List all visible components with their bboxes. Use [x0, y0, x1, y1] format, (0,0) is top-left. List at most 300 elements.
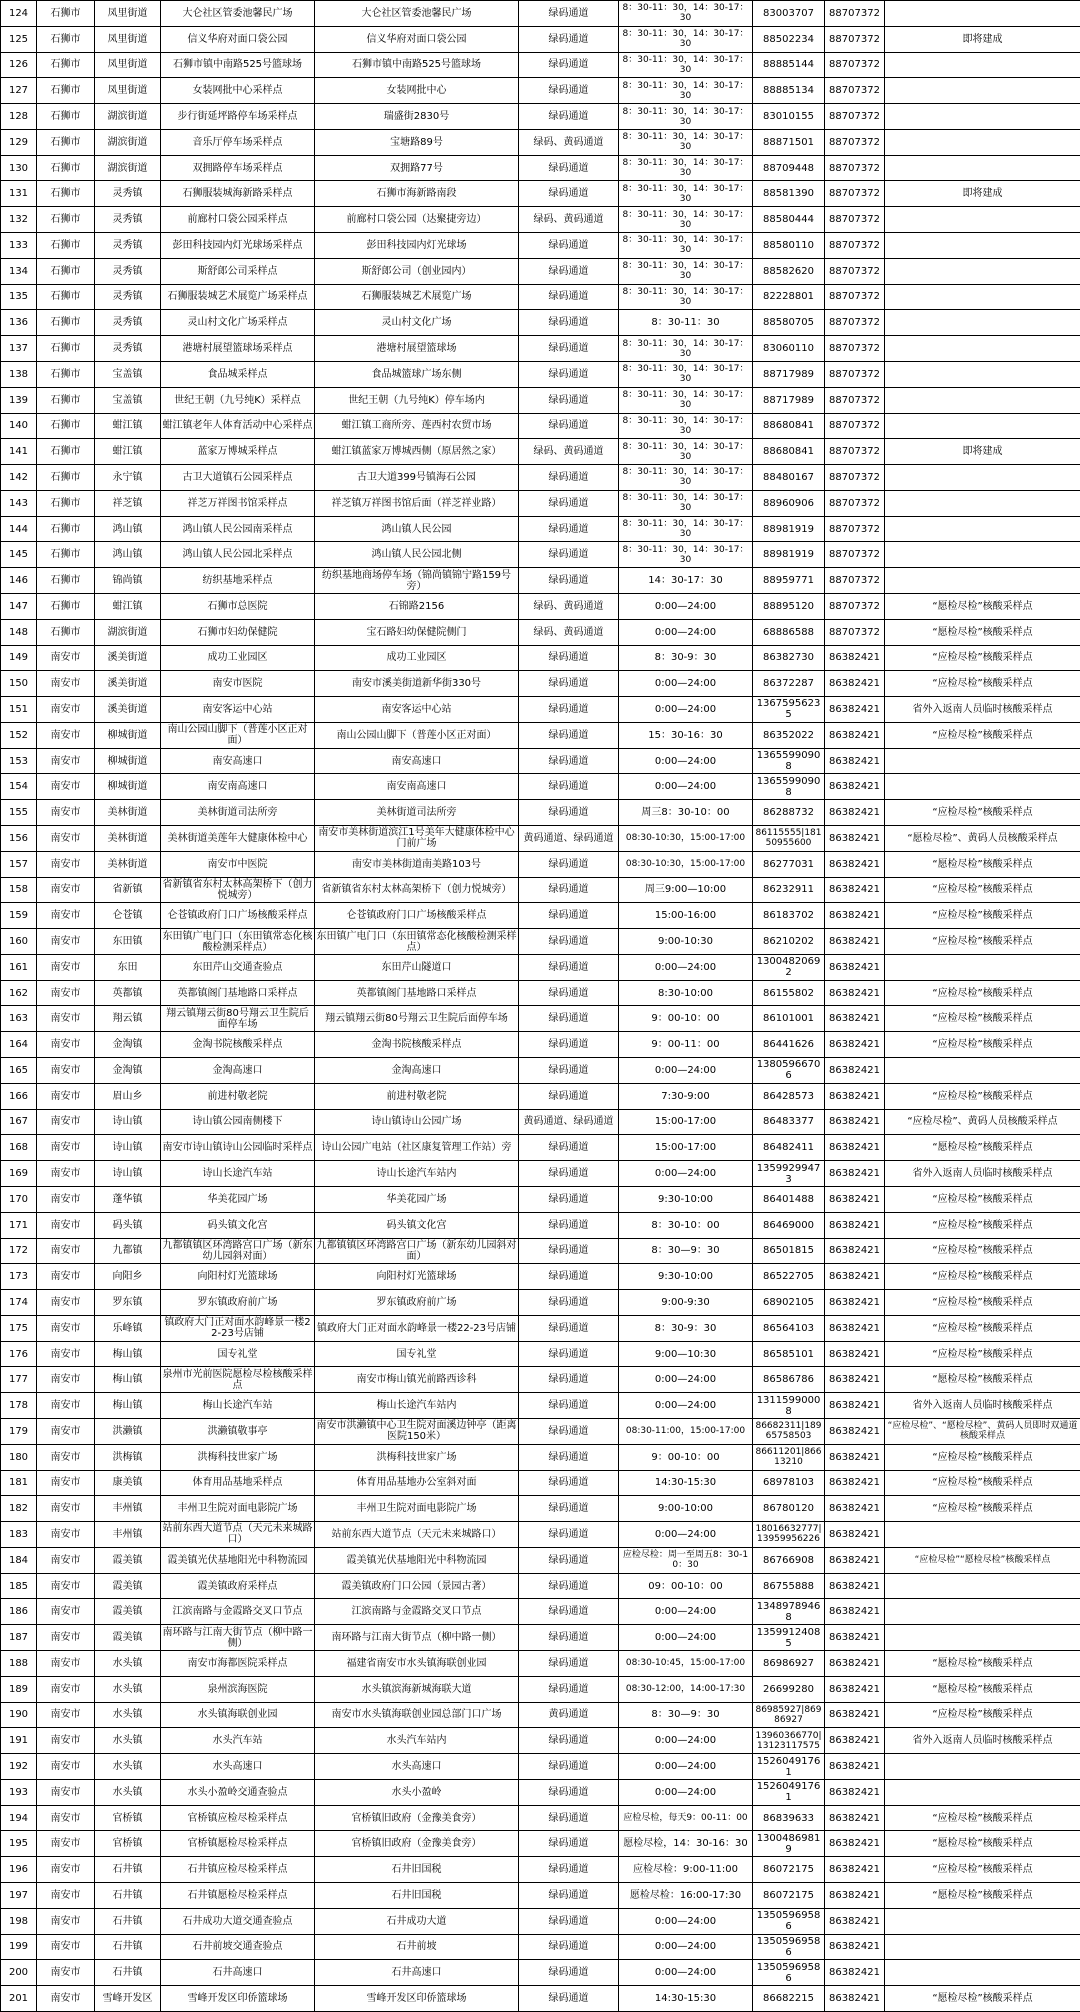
address-cell: 体育用品基地办公室斜对面 — [315, 1470, 519, 1496]
row-index-cell: 164 — [1, 1032, 37, 1058]
hours-cell: 08:30-11:00，15:00-17:00 — [619, 1418, 753, 1444]
note-cell: “愿检尽检”核酸采样点 — [885, 1831, 1080, 1857]
address-cell: 站前东西大道节点（天元未来城路口） — [315, 1522, 519, 1548]
table-row — [1, 1032, 1080, 1058]
hours-cell: 0:00—24:00 — [619, 1728, 753, 1754]
city-cell: 南安市 — [37, 1960, 95, 1986]
site-name-cell: 国专礼堂 — [161, 1341, 315, 1367]
contact-phone-cell: 13004820692 — [753, 954, 825, 980]
site-name-cell: 南安客运中心站 — [161, 697, 315, 723]
hours-cell: 0:00—24:00 — [619, 1161, 753, 1187]
supervision-phone-cell: 88707372 — [825, 1, 885, 27]
site-name-cell: 纺织基地采样点 — [161, 568, 315, 594]
table-row — [1, 490, 1080, 516]
hours-cell: 应检尽检：9:00-11:00 — [619, 1857, 753, 1883]
table-row — [1, 129, 1080, 155]
city-cell: 南安市 — [37, 774, 95, 800]
address-cell: 石井成功大道 — [315, 1908, 519, 1934]
hours-cell: 0:00—24:00 — [619, 1934, 753, 1960]
table-row — [1, 1779, 1080, 1805]
contact-phone-cell: 13489789468 — [753, 1599, 825, 1625]
supervision-phone-cell: 88707372 — [825, 465, 885, 491]
hours-cell: 14:30-15:30 — [619, 1470, 753, 1496]
contact-phone-cell: 88680841 — [753, 439, 825, 465]
city-cell: 南安市 — [37, 722, 95, 748]
lane-type-cell: 绿码通道 — [519, 542, 619, 568]
hours-cell: 0:00—24:00 — [619, 697, 753, 723]
site-name-cell: 美林街道司法所旁 — [161, 800, 315, 826]
contact-phone-cell: 86072175 — [753, 1883, 825, 1909]
supervision-phone-cell: 86382421 — [825, 1986, 885, 2012]
table-row — [1, 413, 1080, 439]
district-cell: 湖滨街道 — [95, 155, 161, 181]
hours-cell: 8：30-11：30，14：30-17：30 — [619, 207, 753, 233]
table-row — [1, 516, 1080, 542]
city-cell: 南安市 — [37, 800, 95, 826]
row-index-cell: 201 — [1, 1986, 37, 2012]
table-row — [1, 954, 1080, 980]
lane-type-cell: 黄码通道、绿码通道 — [519, 826, 619, 852]
district-cell: 柳城街道 — [95, 722, 161, 748]
city-cell: 南安市 — [37, 1367, 95, 1393]
supervision-phone-cell: 86382421 — [825, 1135, 885, 1161]
supervision-phone-cell: 86382421 — [825, 1573, 885, 1599]
address-cell: 世纪王朝（九号纯K）停车场内 — [315, 387, 519, 413]
contact-phone-cell: 13675956235 — [753, 697, 825, 723]
site-name-cell: 东田镇广电门口（东田镇常态化核酸检测采样点） — [162, 930, 313, 953]
note-cell: 省外入返南人员临时核酸采样点 — [885, 697, 1080, 723]
note-cell — [885, 542, 1080, 568]
supervision-phone-cell: 86382421 — [825, 954, 885, 980]
district-cell: 金淘镇 — [95, 1058, 161, 1084]
hours-cell: 愿检尽检：16:00-17:30 — [619, 1883, 753, 1909]
supervision-phone-cell: 86382421 — [825, 1444, 885, 1470]
city-cell: 南安市 — [37, 671, 95, 697]
site-name-cell: 鸿山镇人民公园北采样点 — [161, 542, 315, 568]
note-cell — [885, 207, 1080, 233]
contact-phone-cell: 88885144 — [753, 52, 825, 78]
table-row — [1, 1960, 1080, 1986]
table-row — [1, 980, 1080, 1006]
site-name-cell: 双拥路停车场采样点 — [161, 155, 315, 181]
city-cell: 南安市 — [37, 1496, 95, 1522]
district-cell: 乐峰镇 — [95, 1315, 161, 1341]
district-cell: 金淘镇 — [95, 1032, 161, 1058]
row-index-cell: 139 — [1, 387, 37, 413]
hours-cell: 8：30-11：30，14：30-17：30 — [619, 155, 753, 181]
note-cell — [885, 516, 1080, 542]
address-cell: 石狮服装城艺术展览广场 — [315, 284, 519, 310]
note-cell — [885, 1779, 1080, 1805]
lane-type-cell: 绿码通道 — [519, 104, 619, 130]
hours-cell: 8：30-11：30，14：30-17：30 — [619, 439, 753, 465]
address-cell: 南安客运中心站 — [315, 697, 519, 723]
hours-cell: 9:00-9:30 — [619, 1290, 753, 1316]
note-cell: “应检尽检”核酸采样点 — [885, 1857, 1080, 1883]
supervision-phone-cell: 86382421 — [825, 1161, 885, 1187]
city-cell: 南安市 — [37, 1238, 95, 1264]
note-cell: “愿检尽检”核酸采样点 — [885, 1986, 1080, 2012]
district-cell: 湖滨街道 — [95, 104, 161, 130]
contact-phone-cell: 86766908 — [753, 1547, 825, 1573]
note-cell: “应检尽检”核酸采样点 — [885, 1805, 1080, 1831]
table-row — [1, 722, 1080, 748]
supervision-phone-cell: 88707372 — [825, 129, 885, 155]
lane-type-cell: 绿码通道 — [519, 284, 619, 310]
contact-phone-cell: 86210202 — [753, 929, 825, 955]
hours-cell: 0:00—24:00 — [619, 1599, 753, 1625]
address-cell: 石井旧国税 — [315, 1883, 519, 1909]
lane-type-cell: 绿码通道 — [519, 877, 619, 903]
row-index-cell: 128 — [1, 104, 37, 130]
row-index-cell: 167 — [1, 1109, 37, 1135]
contact-phone-cell: 86780120 — [753, 1496, 825, 1522]
district-cell: 灵秀镇 — [95, 336, 161, 362]
table-row — [1, 207, 1080, 233]
district-cell: 雪峰开发区 — [95, 1986, 161, 2012]
site-name-cell: 罗东镇政府前广场 — [161, 1290, 315, 1316]
city-cell: 石狮市 — [37, 129, 95, 155]
site-name-cell: 石井镇愿检尽检采样点 — [161, 1883, 315, 1909]
table-row — [1, 1908, 1080, 1934]
city-cell: 南安市 — [37, 1161, 95, 1187]
row-index-cell: 166 — [1, 1083, 37, 1109]
lane-type-cell: 绿码通道 — [519, 1, 619, 27]
table-row — [1, 78, 1080, 104]
hours-cell: 0:00—24:00 — [619, 954, 753, 980]
table-row — [1, 1676, 1080, 1702]
row-index-cell: 182 — [1, 1496, 37, 1522]
city-cell: 石狮市 — [37, 516, 95, 542]
site-name-cell: 南安南高速口 — [161, 774, 315, 800]
lane-type-cell: 绿码通道 — [519, 1083, 619, 1109]
city-cell: 南安市 — [37, 1728, 95, 1754]
city-cell: 南安市 — [37, 1006, 95, 1032]
address-cell: 港塘村展望篮球场 — [315, 336, 519, 362]
supervision-phone-cell: 88707372 — [825, 104, 885, 130]
site-name-cell: 向阳村灯光篮球场 — [161, 1264, 315, 1290]
lane-type-cell: 绿码通道 — [519, 980, 619, 1006]
district-cell: 水头镇 — [95, 1728, 161, 1754]
supervision-phone-cell: 86382421 — [825, 1367, 885, 1393]
table-row — [1, 619, 1080, 645]
district-cell: 霞美镇 — [95, 1573, 161, 1599]
supervision-phone-cell: 88707372 — [825, 258, 885, 284]
lane-type-cell: 绿码通道 — [519, 1418, 619, 1444]
hours-cell: 8：30-11：30 — [619, 310, 753, 336]
lane-type-cell: 绿码通道 — [519, 1315, 619, 1341]
city-cell: 南安市 — [37, 1779, 95, 1805]
district-cell: 凤里街道 — [95, 78, 161, 104]
table-row — [1, 1754, 1080, 1780]
table-row — [1, 1290, 1080, 1316]
site-name-cell: 南安高速口 — [161, 748, 315, 774]
row-index-cell: 165 — [1, 1058, 37, 1084]
site-name-cell: 成功工业园区 — [161, 645, 315, 671]
city-cell: 南安市 — [37, 1599, 95, 1625]
row-index-cell: 199 — [1, 1934, 37, 1960]
address-cell: 诗山镇诗山公园广场 — [315, 1109, 519, 1135]
lane-type-cell: 绿码通道 — [519, 465, 619, 491]
contact-phone-cell: 86755888 — [753, 1573, 825, 1599]
hours-cell: 9：00-10：00 — [619, 1006, 753, 1032]
table-row — [1, 1083, 1080, 1109]
hours-cell: 8：30-11：30，14：30-17：30 — [619, 26, 753, 52]
contact-phone-cell: 88717989 — [753, 361, 825, 387]
lane-type-cell: 绿码通道 — [519, 1728, 619, 1754]
table-row — [1, 1135, 1080, 1161]
district-cell: 灵秀镇 — [95, 310, 161, 336]
note-cell: “愿检尽检”核酸采样点 — [885, 593, 1080, 619]
supervision-phone-cell: 88707372 — [825, 78, 885, 104]
lane-type-cell: 绿码、黄码通道 — [519, 593, 619, 619]
city-cell: 石狮市 — [37, 284, 95, 310]
site-name-cell: 石狮市镇中南路525号篮球场 — [161, 52, 315, 78]
city-cell: 南安市 — [37, 1908, 95, 1934]
row-index-cell: 183 — [1, 1522, 37, 1548]
address-cell: 鸿山镇人民公园 — [315, 516, 519, 542]
note-cell: “应检尽检”核酸采样点 — [885, 645, 1080, 671]
city-cell: 石狮市 — [37, 310, 95, 336]
supervision-phone-cell: 86382421 — [825, 1083, 885, 1109]
site-name-cell: 霞美镇政府采样点 — [161, 1573, 315, 1599]
note-cell: “应检尽检”核酸采样点 — [885, 1290, 1080, 1316]
site-name-cell: 泉州滨海医院 — [161, 1676, 315, 1702]
city-cell: 南安市 — [37, 1290, 95, 1316]
row-index-cell: 141 — [1, 439, 37, 465]
city-cell: 南安市 — [37, 1573, 95, 1599]
address-cell: 霞美镇光伏基地阳光中科物流园 — [315, 1547, 519, 1573]
contact-phone-cell: 86288732 — [753, 800, 825, 826]
supervision-phone-cell: 86382421 — [825, 1754, 885, 1780]
site-name-cell: 泉州市光前医院愿检尽检核酸采样点 — [162, 1368, 313, 1391]
note-cell: “应检尽检”核酸采样点 — [885, 671, 1080, 697]
site-name-cell: 彭田科技园内灯光球场采样点 — [161, 233, 315, 259]
district-cell: 眉山乡 — [95, 1083, 161, 1109]
note-cell: “应检尽检”核酸采样点 — [885, 903, 1080, 929]
note-cell — [885, 336, 1080, 362]
contact-phone-cell: 88580705 — [753, 310, 825, 336]
hours-cell: 8：30-11：30，14：30-17：30 — [619, 233, 753, 259]
site-name-cell: 南环路与江南大街节点（柳中路一侧） — [162, 1626, 313, 1649]
contact-phone-cell: 86611201|86613210 — [753, 1444, 825, 1470]
address-cell: 南环路与江南大街节点（柳中路一侧） — [315, 1625, 519, 1651]
site-name-cell: 官桥镇应检尽检采样点 — [161, 1805, 315, 1831]
contact-phone-cell: 13599124085 — [753, 1625, 825, 1651]
lane-type-cell: 绿码通道 — [519, 258, 619, 284]
contact-phone-cell: 86986927 — [753, 1651, 825, 1677]
contact-phone-cell: 86115555|18150955600 — [753, 826, 825, 852]
row-index-cell: 189 — [1, 1676, 37, 1702]
note-cell: “应检尽检”、黄码人员核酸采样点 — [885, 1109, 1080, 1135]
supervision-phone-cell: 86382421 — [825, 1315, 885, 1341]
contact-phone-cell: 86372287 — [753, 671, 825, 697]
site-name-cell: 石井镇应检尽检采样点 — [161, 1857, 315, 1883]
district-cell: 锦尚镇 — [95, 568, 161, 594]
row-index-cell: 130 — [1, 155, 37, 181]
table-row — [1, 774, 1080, 800]
lane-type-cell: 绿码通道 — [519, 1883, 619, 1909]
note-cell — [885, 1960, 1080, 1986]
table-row — [1, 1651, 1080, 1677]
table-row — [1, 1238, 1080, 1264]
district-cell: 省新镇 — [95, 877, 161, 903]
address-cell: 双拥路77号 — [315, 155, 519, 181]
note-cell — [885, 954, 1080, 980]
table-row — [1, 104, 1080, 130]
site-name-cell: 雪峰开发区印侨篮球场 — [161, 1986, 315, 2012]
address-cell: 石锦路2156 — [315, 593, 519, 619]
note-cell: “应检尽检”核酸采样点 — [885, 980, 1080, 1006]
table-row — [1, 1573, 1080, 1599]
table-row — [1, 258, 1080, 284]
lane-type-cell: 绿码通道 — [519, 1367, 619, 1393]
lane-type-cell: 绿码通道 — [519, 1496, 619, 1522]
note-cell — [885, 129, 1080, 155]
note-cell: “愿检尽检”、黄码人员核酸采样点 — [885, 826, 1080, 852]
supervision-phone-cell: 86382421 — [825, 826, 885, 852]
supervision-phone-cell: 86382421 — [825, 1522, 885, 1548]
table-row — [1, 52, 1080, 78]
table-row — [1, 903, 1080, 929]
site-name-cell: 蓝家万博城采样点 — [161, 439, 315, 465]
note-cell: “应检尽检”“愿检尽检”核酸采样点 — [885, 1547, 1080, 1573]
city-cell: 南安市 — [37, 1315, 95, 1341]
table-row — [1, 851, 1080, 877]
district-cell: 水头镇 — [95, 1651, 161, 1677]
district-cell: 码头镇 — [95, 1212, 161, 1238]
supervision-phone-cell: 86382421 — [825, 1212, 885, 1238]
district-cell: 东田 — [95, 954, 161, 980]
note-cell — [885, 1, 1080, 27]
hours-cell: 愿检尽检，14：30-16：30 — [619, 1831, 753, 1857]
row-index-cell: 137 — [1, 336, 37, 362]
address-cell: 雪峰开发区印侨篮球场 — [315, 1986, 519, 2012]
note-cell — [885, 233, 1080, 259]
row-index-cell: 140 — [1, 413, 37, 439]
supervision-phone-cell: 86382421 — [825, 1290, 885, 1316]
row-index-cell: 129 — [1, 129, 37, 155]
supervision-phone-cell: 86382421 — [825, 1547, 885, 1573]
district-cell: 溪美街道 — [95, 697, 161, 723]
city-cell: 南安市 — [37, 826, 95, 852]
supervision-phone-cell: 86382421 — [825, 1728, 885, 1754]
site-name-cell: 石井成功大道交通查验点 — [161, 1908, 315, 1934]
note-cell — [885, 1599, 1080, 1625]
city-cell: 石狮市 — [37, 181, 95, 207]
hours-cell: 0:00—24:00 — [619, 1522, 753, 1548]
supervision-phone-cell: 86382421 — [825, 1960, 885, 1986]
lane-type-cell: 绿码通道 — [519, 52, 619, 78]
supervision-phone-cell: 86382421 — [825, 1934, 885, 1960]
city-cell: 南安市 — [37, 1393, 95, 1419]
lane-type-cell: 绿码通道 — [519, 387, 619, 413]
contact-phone-cell: 86401488 — [753, 1186, 825, 1212]
city-cell: 石狮市 — [37, 258, 95, 284]
address-cell: 鸿山镇人民公园北侧 — [315, 542, 519, 568]
supervision-phone-cell: 86382421 — [825, 748, 885, 774]
row-index-cell: 196 — [1, 1857, 37, 1883]
hours-cell: 0:00—24:00 — [619, 593, 753, 619]
site-name-cell: 金淘书院核酸采样点 — [161, 1032, 315, 1058]
lane-type-cell: 绿码通道 — [519, 1805, 619, 1831]
row-index-cell: 200 — [1, 1960, 37, 1986]
hours-cell: 8：30-11：30，14：30-17：30 — [619, 387, 753, 413]
district-cell: 灵秀镇 — [95, 207, 161, 233]
address-cell: 省新镇省东村太林高架桥下（创力悦城旁） — [315, 877, 519, 903]
contact-phone-cell: 86101001 — [753, 1006, 825, 1032]
table-row — [1, 1986, 1080, 2012]
row-index-cell: 171 — [1, 1212, 37, 1238]
table-row — [1, 826, 1080, 852]
site-name-cell: 石狮市妇幼保健院 — [161, 619, 315, 645]
district-cell: 蓬华镇 — [95, 1186, 161, 1212]
district-cell: 官桥镇 — [95, 1805, 161, 1831]
lane-type-cell: 绿码、黄码通道 — [519, 439, 619, 465]
district-cell: 美林街道 — [95, 800, 161, 826]
row-index-cell: 176 — [1, 1341, 37, 1367]
table-row — [1, 1831, 1080, 1857]
district-cell: 宝盖镇 — [95, 361, 161, 387]
site-name-cell: 南安市海都医院采样点 — [161, 1651, 315, 1677]
city-cell: 南安市 — [37, 1934, 95, 1960]
district-cell: 水头镇 — [95, 1702, 161, 1728]
note-cell: “应检尽检”核酸采样点 — [885, 1212, 1080, 1238]
address-cell: 女装网批中心 — [315, 78, 519, 104]
hours-cell: 8：30-11：30，14：30-17：30 — [619, 490, 753, 516]
address-cell: 东田镇广电门口（东田镇常态化核酸检测采样点） — [316, 930, 517, 953]
row-index-cell: 142 — [1, 465, 37, 491]
table-row — [1, 26, 1080, 52]
city-cell: 南安市 — [37, 903, 95, 929]
hours-cell: 8：30-9：30 — [619, 645, 753, 671]
hours-cell: 0:00—24:00 — [619, 1625, 753, 1651]
note-cell — [885, 1625, 1080, 1651]
lane-type-cell: 绿码通道 — [519, 413, 619, 439]
city-cell: 南安市 — [37, 1857, 95, 1883]
hours-cell: 8：30-11：30，14：30-17：30 — [619, 516, 753, 542]
contact-phone-cell: 18016632777|13959956226 — [753, 1522, 825, 1548]
contact-phone-cell: 26699280 — [753, 1676, 825, 1702]
lane-type-cell: 绿码通道 — [519, 1135, 619, 1161]
note-cell — [885, 1908, 1080, 1934]
contact-phone-cell: 13599299473 — [753, 1161, 825, 1187]
lane-type-cell: 绿码通道 — [519, 1058, 619, 1084]
hours-cell: 0:00—24:00 — [619, 1058, 753, 1084]
row-index-cell: 187 — [1, 1625, 37, 1651]
contact-phone-cell: 88580110 — [753, 233, 825, 259]
lane-type-cell: 绿码通道 — [519, 155, 619, 181]
row-index-cell: 170 — [1, 1186, 37, 1212]
contact-phone-cell: 86352022 — [753, 722, 825, 748]
row-index-cell: 134 — [1, 258, 37, 284]
row-index-cell: 186 — [1, 1599, 37, 1625]
table-row — [1, 284, 1080, 310]
lane-type-cell: 绿码通道 — [519, 78, 619, 104]
city-cell: 石狮市 — [37, 490, 95, 516]
city-cell: 南安市 — [37, 929, 95, 955]
supervision-phone-cell: 88707372 — [825, 233, 885, 259]
hours-cell: 08:30-12:00，14:00-17:30 — [619, 1676, 753, 1702]
note-cell — [885, 748, 1080, 774]
city-cell: 南安市 — [37, 1341, 95, 1367]
row-index-cell: 144 — [1, 516, 37, 542]
site-name-cell: 英都镇阁门基地路口采样点 — [161, 980, 315, 1006]
contact-phone-cell: 86586786 — [753, 1367, 825, 1393]
contact-phone-cell: 13505969586 — [753, 1934, 825, 1960]
contact-phone-cell: 86441626 — [753, 1032, 825, 1058]
district-cell: 水头镇 — [95, 1754, 161, 1780]
